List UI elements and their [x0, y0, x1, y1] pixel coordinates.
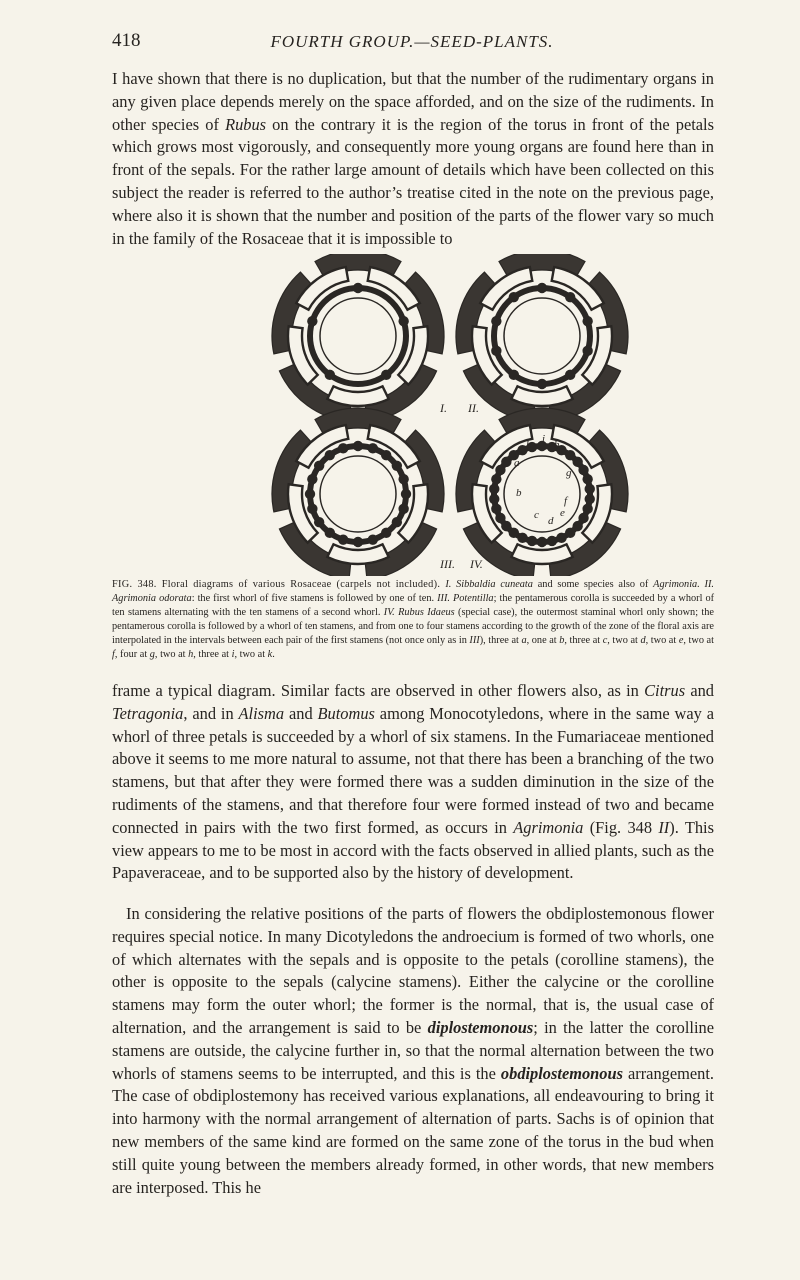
floral-diagram-4: [456, 408, 628, 576]
diagram-letter: b: [516, 487, 522, 499]
figure-caption: [112, 578, 714, 662]
text-run: ). This view appears to me to be most in accord with the facts observed in allied plants, such as the Papaveraceae, and to be supported also by the history of development.: [112, 817, 714, 883]
stamen: [491, 346, 501, 356]
caption-italic: d: [640, 635, 646, 646]
caption-text: , two at: [607, 635, 641, 646]
stamen: [381, 450, 391, 460]
diagram-letter: f: [564, 495, 568, 507]
petal: [327, 544, 388, 564]
caption-text: , three at: [564, 635, 603, 646]
stamen: [381, 370, 391, 380]
diagram-label: III.: [440, 557, 455, 571]
torus-inner: [504, 298, 580, 374]
floral-diagrams-svg: [270, 254, 636, 576]
caption-text: : the first whorl of five stamens is followed by one of ten.: [191, 593, 438, 604]
stamen: [398, 504, 408, 514]
italic-term: Alisma: [238, 703, 285, 723]
stamen: [314, 517, 324, 527]
caption-italic: IV. Rubus Idaeus: [383, 607, 455, 618]
paragraph-1: [112, 68, 714, 250]
diagram-letter: h: [554, 439, 560, 451]
caption-italic: h: [188, 649, 194, 660]
petal: [511, 544, 572, 564]
caption-text: and some species also of: [532, 579, 654, 590]
diagram-label: I.: [440, 401, 447, 415]
caption-lead: FIG. 348. Floral diagrams of various Rosaceae (carpels not included).: [112, 579, 446, 590]
caption-italic: i: [231, 649, 235, 660]
floral-diagram-2: [456, 254, 628, 422]
stamen: [509, 292, 519, 302]
paragraph-2: [112, 680, 714, 885]
stamen: [401, 489, 411, 499]
stamen: [325, 370, 335, 380]
italic-term: II: [658, 817, 670, 837]
stamen: [353, 283, 363, 293]
caption-italic: k: [267, 649, 273, 660]
text-run: and: [685, 681, 714, 700]
diagram-letter: e: [560, 507, 565, 519]
floral-diagram-3: [272, 408, 455, 576]
italic-term: Butomus: [317, 703, 375, 723]
running-title: FOURTH GROUP.—SEED-PLANTS.: [270, 32, 554, 51]
stamen: [491, 504, 501, 514]
stamen: [517, 533, 527, 543]
stamen: [392, 517, 402, 527]
caption-italic: c: [602, 635, 608, 646]
caption-text: , two at: [234, 649, 268, 660]
petal: [327, 386, 388, 406]
diagram-letter: h: [526, 439, 532, 451]
petal: [511, 386, 572, 406]
caption-text: , two at: [154, 649, 189, 660]
caption-italic: b: [559, 635, 565, 646]
text-run: ; in the latter the corolline stamens are outside, the calycine further in, so that the normal alternation between the two whorls of stamens seems to be interrupted, and this is the: [112, 1017, 714, 1083]
diagram-letter: a: [514, 457, 520, 469]
stamen: [398, 316, 408, 326]
caption-text: , three at: [193, 649, 232, 660]
diagram-letter: c: [534, 509, 539, 521]
stamen: [489, 484, 499, 494]
paragraph-3: [112, 903, 714, 1199]
stamen: [537, 537, 547, 547]
diagram-letter: g: [566, 467, 572, 479]
caption-text: ; the pentamerous corolla is succeeded by a whorl of ten stamens alternating with the ten stamens of a second whorl.: [112, 593, 715, 618]
stamen: [368, 443, 378, 453]
stamen: [565, 370, 575, 380]
diagram-letter: d: [548, 515, 554, 527]
stamen: [307, 504, 317, 514]
diagram-label: IV.: [470, 557, 483, 571]
stamen: [325, 528, 335, 538]
stamen: [509, 370, 519, 380]
stamen: [491, 316, 501, 326]
stamen: [353, 441, 363, 451]
caption-italic: III. Potentilla: [437, 593, 494, 604]
stamen: [565, 528, 575, 538]
stamen: [556, 533, 566, 543]
stamen: [338, 534, 348, 544]
text-run: arrangement. The case of obdiplostemony has received various explanations, all endeavouring to bring it into harmony with the normal arrangement of alternation of parts. Sachs is of opinion that new members of the same kind are formed on the same zone of the torus in the bud when still quite young between the members already formed, in other words, that new members are interposed. This he: [112, 1063, 714, 1197]
stamen: [307, 474, 317, 484]
stamen: [314, 461, 324, 471]
text-run: , and in: [183, 703, 239, 723]
italic-term: Tetragonia: [112, 703, 184, 723]
stamen: [307, 316, 317, 326]
torus-inner: [320, 456, 396, 532]
bold-italic-term: diplostemonous: [427, 1017, 534, 1037]
caption-italic: Agrimonia. II. Agrimonia odorata: [112, 579, 714, 604]
stamen: [495, 513, 505, 523]
caption-italic: a: [521, 635, 527, 646]
caption-italic: I. Sibbaldia cuneata: [445, 579, 533, 590]
page-number: 418: [112, 30, 141, 51]
stamen: [582, 346, 592, 356]
stamen: [338, 443, 348, 453]
caption-text: , two at: [645, 635, 679, 646]
caption-text: , one at: [526, 635, 560, 646]
text-run: (Fig. 348: [583, 817, 659, 837]
stamen: [381, 528, 391, 538]
diagram-label: II.: [468, 401, 479, 415]
text-run: frame a typical diagram. Similar facts are observed in other flowers also, as in: [112, 681, 645, 700]
text-run: on the contrary it is the region of the torus in front of the petals which grows most vigorously, and consequently more young organs are found here than in front of the sepals. For the rather large amount of details which have been collected on this subject the reader is referred to the author’s treatise cited in the note on the previous page, where also it is shown that the number and position of the parts of the flower vary so much in the family of the Rosaceae that it is impossible to: [112, 114, 714, 248]
caption-italic: g: [149, 649, 155, 660]
stamen: [491, 474, 501, 484]
stamen: [305, 489, 315, 499]
stamen: [353, 537, 363, 547]
floral-diagram-1: [272, 254, 447, 422]
stamen: [537, 379, 547, 389]
diagram-letter: i: [542, 433, 546, 445]
stamen: [537, 283, 547, 293]
stamen: [582, 504, 592, 514]
bold-italic-term: obdiplostemonous: [500, 1063, 623, 1083]
caption-italic: e: [678, 635, 684, 646]
stamen: [582, 316, 592, 326]
floral-diagrams-figure: [270, 254, 636, 576]
torus-inner: [320, 298, 396, 374]
stamen: [547, 536, 557, 546]
stamen: [489, 494, 499, 504]
text-run: In considering the relative positions of the parts of flowers the obdiplostemonous flower requires special notice. In many Dicotyledons the androecium is formed of two whorls, one of which alternates with the sepals and is opposite to the petals (corolline stamens), the other is opposite to the sepals (calycine stamens). Either the calycine or the corolline stamens may form the outer whorl; the former is the normal, that is, the usual case of alternation, and the arrangement is said to be: [112, 904, 714, 1037]
stamen: [585, 494, 595, 504]
stamen: [578, 465, 588, 475]
caption-italic: f: [112, 649, 115, 660]
text-run: and: [284, 703, 318, 723]
stamen: [398, 474, 408, 484]
page-header: [112, 30, 712, 60]
italic-term: Agrimonia: [513, 817, 584, 837]
stamen: [585, 484, 595, 494]
italic-term: Rubus: [225, 114, 267, 134]
stamen: [392, 461, 402, 471]
caption-text: , four at: [114, 649, 150, 660]
stamen: [325, 450, 335, 460]
caption-text: .: [272, 649, 275, 660]
caption-italic: III: [469, 635, 480, 646]
caption-text: ), three at: [479, 635, 522, 646]
text-run: among Monocotyledons, where in the same way a whorl of three petals is succeeded by a whorl of six stamens. In the Fumariaceae mentioned above it seems to me more natural to assume, not that there has been a branching of the two stamens, but that after they were formed there was a sudden diminution in the size of the rudiments of the stamens, and that therefore four were formed instead of two and became connected in pairs with the two first formed, as occurs in: [112, 703, 714, 837]
text-run: I have shown that there is no duplication, but that the number of the rudimentary organs in any given place depends merely on the space afforded, and on the size of the rudiments. In other species of: [112, 69, 714, 134]
stamen: [565, 292, 575, 302]
italic-term: Citrus: [644, 681, 686, 700]
stamen: [582, 474, 592, 484]
stamen: [527, 536, 537, 546]
stamen: [368, 534, 378, 544]
caption-text: , two at: [683, 635, 714, 646]
caption-text: (special case), the outermost staminal whorl only shown; the pentamerous corolla is followed by a whorl of ten stamens, and from one to four stamens according to the growth of the zone of the floral axis are interpolated in the intervals between each pair of the first stamens (not once only as in: [112, 607, 714, 646]
